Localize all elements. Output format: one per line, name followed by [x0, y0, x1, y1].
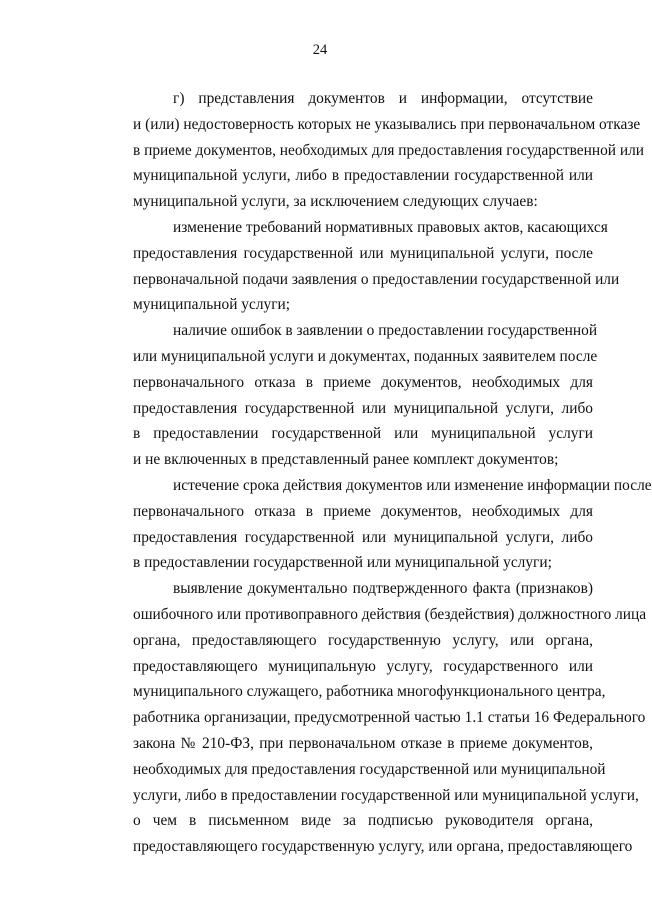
text-line: работника организации, предусмотренной частью 1.1 статьи 16 Федерального: [133, 709, 646, 727]
text-line: наличие ошибок в заявлении о предоставлении государственной: [173, 322, 598, 340]
text-line: истечение срока действия документов или изменение информации после: [173, 476, 652, 494]
paragraph-requirements-change: [93, 215, 620, 318]
text-line: предоставляющего муниципальную услугу, государственного или: [133, 657, 593, 675]
text-line: необходимых для предоставления государственной или муниципальной: [133, 760, 606, 778]
text-line: выявление документально подтвержденного факта (признаков): [173, 580, 593, 598]
text-line: муниципального служащего, работника многофункционального центра,: [133, 683, 606, 701]
text-line: услуги, либо в предоставлении государственной или муниципальной услуги,: [133, 786, 639, 804]
text-line: изменение требований нормативных правовых актов, касающихся: [173, 218, 608, 236]
text-line: о чем в письменном виде за подписью руководителя органа,: [133, 812, 593, 830]
text-line: предоставления государственной или муниципальной услуги, после: [133, 244, 593, 262]
text-line: и (или) недостоверность которых не указывались при первоначальном отказе: [133, 115, 641, 133]
text-line: предоставления государственной или муниципальной услуги, либо: [133, 399, 593, 417]
text-line: г) представления документов и информации, отсутствие: [173, 90, 593, 107]
text-line: органа, предоставляющего государственную услугу, или органа,: [133, 631, 593, 649]
paragraph-item-g: [93, 86, 644, 215]
paragraph-errors-in-application: [93, 318, 598, 473]
text-line: первоначальной подачи заявления о предоставлении государственной или: [133, 270, 620, 288]
text-line: закона № 210-ФЗ, при первоначальном отказе в приеме документов,: [133, 734, 593, 752]
text-line: первоначального отказа в приеме документов, необходимых для: [133, 502, 593, 520]
page-number: 24: [312, 42, 328, 58]
paragraph-unlawful-action: [93, 576, 647, 860]
text-line: предоставляющего государственную услугу, или органа, предоставляющего: [133, 838, 633, 856]
text-line: ошибочного или противоправного действия (бездействия) должностного лица: [133, 605, 647, 623]
text-line: муниципальной услуги, за исключением следующих случаев:: [133, 193, 538, 211]
text-line: муниципальной услуги, либо в предоставлении государственной или: [133, 167, 593, 185]
text-line: в предоставлении государственной или муниципальной услуги;: [133, 554, 552, 572]
document-body: [93, 86, 652, 860]
text-line: в предоставлении государственной или муниципальной услуги: [133, 425, 593, 443]
text-line: первоначального отказа в приеме документов, необходимых для: [133, 373, 593, 391]
text-line: или муниципальной услуги и документах, поданных заявителем после: [133, 347, 598, 365]
text-line: в приеме документов, необходимых для предоставления государственной или: [133, 141, 644, 159]
text-line: предоставления государственной или муниципальной услуги, либо: [133, 528, 593, 546]
paragraph-documents-expiry: [93, 473, 652, 576]
text-line: муниципальной услуги;: [133, 296, 291, 314]
text-line: и не включенных в представленный ранее комплект документов;: [133, 451, 559, 469]
